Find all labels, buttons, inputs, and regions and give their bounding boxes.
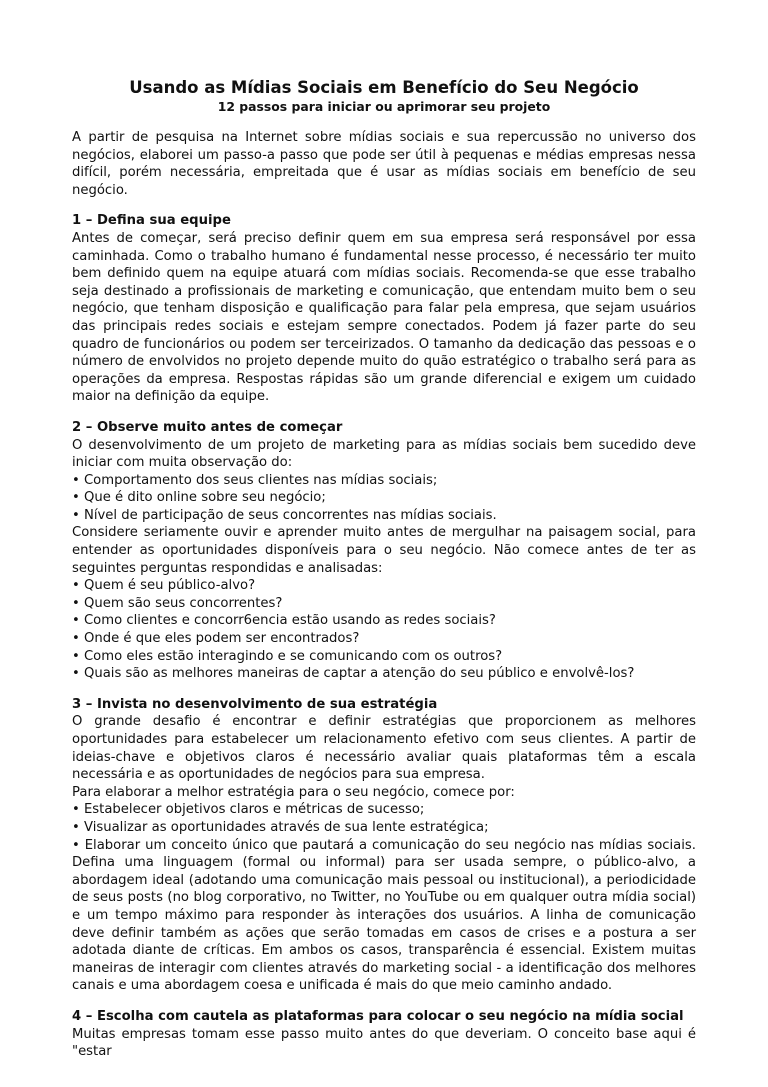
bullet-item: • Visualizar as oportunidades através de sua lente estratégica; bbox=[72, 819, 489, 835]
document-title: Usando as Mídias Sociais em Benefício do Seu Negócio bbox=[129, 78, 639, 97]
section-paragraph: Considere seriamente ouvir e aprender muito antes de mergulhar na paisagem social, para entender as oportunidades disponíveis para o seu negócio. Não comece antes de ter as seguintes perguntas respondidas e analisadas: bbox=[72, 525, 696, 576]
section-3 bbox=[72, 696, 696, 995]
section-paragraph: O grande desafio é encontrar e definir estratégias que proporcionem as melhores oportunidades para estabelecer um relacionamento efetivo com seus clientes. A partir de ideias-chave e objetivos claros é necessário avaliar quais plataformas têm a escala necessária e as oportunidades de negócios para sua empresa. bbox=[72, 714, 696, 783]
section-paragraph: Para elaborar a melhor estratégia para o seu negócio, comece por: bbox=[72, 784, 515, 800]
bullet-item: • Que é dito online sobre seu negócio; bbox=[72, 490, 326, 506]
bullet-item: • Nível de participação de seus concorrentes nas mídias sociais. bbox=[72, 507, 497, 523]
bullet-item: • Como eles estão interagindo e se comunicando com os outros? bbox=[72, 648, 503, 664]
bullet-item: • Comportamento dos seus clientes nas mídias sociais; bbox=[72, 472, 438, 488]
section-paragraph: Antes de começar, será preciso definir quem em sua empresa será responsável por essa caminhada. Como o trabalho humano é fundamental nesse processo, é necessário ter muito bem definido quem na equipe atuará com mídias sociais. Recomenda-se que esse trabalho seja destinado a profissionais de marketing e comunicação, que entendam muito bem o seu negócio, que tenham disposição e qualificação para falar pela empresa, que sejam usuários das principais redes sociais e estejam sempre conectados. Podem já fazer parte do seu quadro de funcionários ou podem ser terceirizados. O tamanho da dedicação das pessoas e o número de envolvidos no projeto depende muito do quão estratégico o trabalho será para as operações da empresa. Respostas rápidas são um grande diferencial e exigem um cuidado maior na definição da equipe. bbox=[72, 230, 696, 405]
bullet-item: • Onde é que eles podem ser encontrados? bbox=[72, 631, 360, 647]
section-paragraph: Muitas empresas tomam esse passo muito antes do que deveriam. O conceito base aqui é "estar bbox=[72, 1026, 696, 1060]
section-heading: 4 – Escolha com cautela as plataformas para colocar o seu negócio na mídia social bbox=[72, 1008, 684, 1024]
document-subtitle: 12 passos para iniciar ou aprimorar seu projeto bbox=[217, 99, 551, 114]
section-paragraph: • Elaborar um conceito único que pautará a comunicação do seu negócio nas mídias sociais. Defina uma linguagem (formal ou informal) para ser usada sempre, o público-alvo, a abordagem ideal (adotando uma comunicação mais pessoal ou institucional), a periodicidade de seus posts (no blog corporativo, no Twitter, no YouTube ou em qualquer outra mídia social) e um tempo máximo para responder às interações dos usuários. A linha de comunicação deve definir também as ações que serão tomadas em casos de crises e a postura a ser adotada diante de críticas. Em ambos os casos, transparência é essencial. Existem muitas maneiras de interagir com clientes através do marketing social - a identificação dos melhores canais e uma abordagem coesa e unificada é mais do que meio caminho andado. bbox=[72, 837, 696, 994]
bullet-item: • Como clientes e concorr6encia estão usando as redes sociais? bbox=[72, 613, 496, 629]
section-2 bbox=[72, 419, 696, 683]
section-paragraph: O desenvolvimento de um projeto de marketing para as mídias sociais bem sucedido deve iniciar com muita observação do: bbox=[72, 437, 696, 471]
section-heading: 2 – Observe muito antes de começar bbox=[72, 419, 343, 435]
intro-paragraph: A partir de pesquisa na Internet sobre mídias sociais e sua repercussão no universo dos negócios, elaborei um passo-a passo que pode ser útil à pequenas e médias empresas nessa difícil, porém necessária, empreitada que é usar as mídias sociais em benefício de seu negócio. bbox=[72, 130, 696, 198]
bullet-item: • Quem é seu público-alvo? bbox=[72, 578, 256, 594]
bullet-item: • Quem são seus concorrentes? bbox=[72, 595, 283, 611]
section-4 bbox=[72, 1008, 696, 1061]
intro-block bbox=[72, 129, 696, 199]
section-heading: 3 – Invista no desenvolvimento de sua estratégia bbox=[72, 696, 438, 712]
bullet-item: • Quais são as melhores maneiras de captar a atenção do seu público e envolvê-los? bbox=[72, 666, 635, 682]
bullet-item: • Estabelecer objetivos claros e métricas de sucesso; bbox=[72, 802, 425, 818]
section-heading: 1 – Defina sua equipe bbox=[72, 213, 231, 229]
section-1 bbox=[72, 212, 696, 406]
